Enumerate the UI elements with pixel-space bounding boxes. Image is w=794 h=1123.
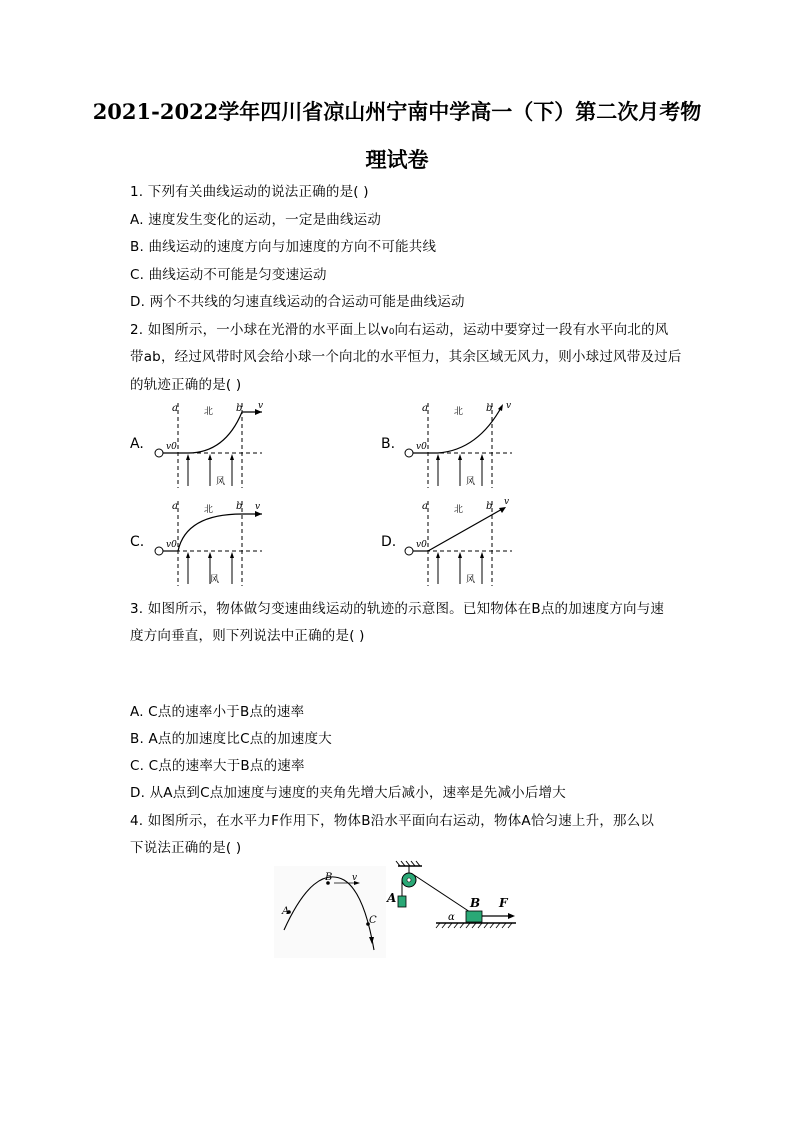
- q2-option-d-label: D.: [381, 534, 397, 550]
- label-north: 北: [454, 505, 464, 515]
- q4-stem-line2: 下说法正确的是( ): [130, 840, 242, 856]
- q1-stem: 1. 下列有关曲线运动的说法正确的是( ): [130, 184, 369, 200]
- point-a-label: A: [282, 906, 290, 917]
- velocity-label: v: [352, 873, 358, 883]
- label-b: b: [236, 501, 243, 512]
- q2-figure-d: [400, 496, 520, 588]
- label-v: v: [506, 401, 512, 411]
- q3-stem-line2: 度方向垂直，则下列说法中正确的是( ): [130, 628, 365, 644]
- label-v0: v0: [416, 540, 427, 550]
- label-wind: 风: [466, 477, 476, 487]
- q2-option-c-label: C.: [130, 534, 145, 550]
- q2-figure-b: [400, 398, 520, 490]
- label-b: b: [236, 403, 243, 414]
- q3-option-b: B. A点的加速度比C点的加速度大: [130, 731, 332, 747]
- q3-option-d: D. 从A点到C点加速度与速度的夹角先增大后减小，速率是先减小后增大: [130, 785, 566, 801]
- q3-option-a: A. C点的速率小于B点的速率: [130, 704, 305, 720]
- q1-option-a: A. 速度发生变化的运动，一定是曲线运动: [130, 212, 382, 228]
- q4-stem-line1: 4. 如图所示，在水平力F作用下，物体B沿水平面向右运动，物体A恰匀速上升，那么以: [130, 813, 655, 829]
- point-b-label: B: [325, 872, 333, 883]
- q2-option-b-label: B.: [381, 436, 396, 452]
- q3-stem-line1: 3. 如图所示，物体做匀变速曲线运动的轨迹的示意图。已知物体在B点的加速度方向与速: [130, 601, 665, 617]
- label-v: v: [255, 502, 261, 512]
- label-a: a: [422, 501, 428, 512]
- block-b-label: B: [470, 896, 481, 910]
- angle-alpha-label: α: [448, 912, 455, 923]
- label-a: a: [172, 403, 178, 414]
- q2-option-a-label: A.: [130, 436, 144, 452]
- block-a-label: A: [387, 891, 397, 905]
- exam-title-line2: 理试卷: [365, 147, 429, 172]
- q1-option-d: D. 两个不共线的匀速直线运动的合运动可能是曲线运动: [130, 294, 465, 310]
- q1-option-b: B. 曲线运动的速度方向与加速度的方向不可能共线: [130, 239, 437, 255]
- label-north: 北: [204, 505, 214, 515]
- label-v0: v0: [166, 540, 177, 550]
- label-a: a: [422, 403, 428, 414]
- label-wind: 风: [466, 575, 476, 585]
- q1-option-c: C. 曲线运动不可能是匀变速运动: [130, 267, 327, 283]
- block-b: [466, 911, 482, 922]
- label-a: a: [172, 501, 178, 512]
- force-f-label: F: [499, 896, 508, 910]
- q4-pulley-figure: [382, 860, 522, 930]
- exam-title-line1: 2021-2022学年四川省凉山州宁南中学高一（下）第二次月考物: [92, 99, 702, 124]
- label-v0: v0: [416, 442, 427, 452]
- label-wind: 风: [216, 477, 226, 487]
- label-wind: 风: [210, 575, 220, 585]
- label-v: v: [504, 497, 510, 507]
- label-north: 北: [454, 407, 464, 417]
- label-b: b: [486, 501, 493, 512]
- q3-option-c: C. C点的速率大于B点的速率: [130, 758, 305, 774]
- label-v: v: [258, 401, 264, 411]
- label-b: b: [486, 403, 493, 414]
- q2-stem-line1: 2. 如图所示，一小球在光滑的水平面上以v₀向右运动，运动中要穿过一段有水平向北的风: [130, 322, 669, 338]
- q3-trajectory-figure: [274, 866, 386, 958]
- q2-figure-a: [150, 398, 270, 490]
- q2-stem-line3: 的轨迹正确的是( ): [130, 377, 242, 393]
- label-north: 北: [204, 407, 214, 417]
- block-a: [398, 896, 406, 907]
- q2-figure-c: [150, 496, 270, 588]
- point-c-label: C: [369, 915, 377, 926]
- q2-stem-line2: 带ab，经过风带时风会给小球一个向北的水平恒力，其余区域无风力，则小球过风带及过后: [130, 349, 682, 365]
- label-v0: v0: [166, 442, 177, 452]
